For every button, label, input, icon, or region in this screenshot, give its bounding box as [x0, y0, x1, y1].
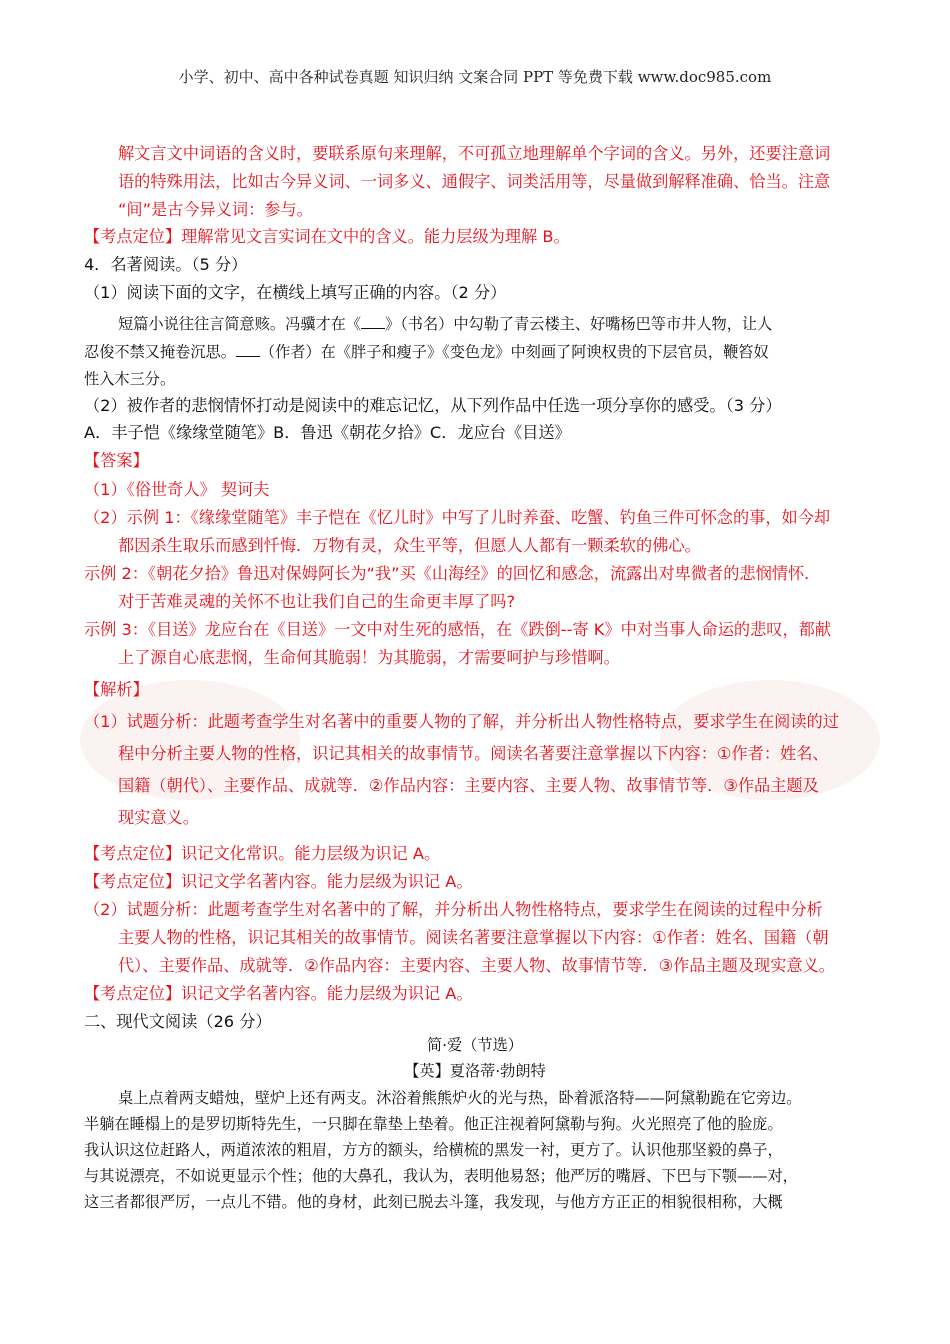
answer-line: 示例 3：《目送》龙应台在《目送》一文中对生死的感悟，在《跌倒--寄 K》中对当事人命运的悲叹，都献: [84, 620, 832, 639]
answer-line: 上了源自心底悲悯，生命何其脆弱！为其脆弱，才需要呵护与珍惜啊。: [118, 648, 620, 667]
sub-question: （2）被作者的悲悯情怀打动是阅读中的难忘记忆，从下列作品中任选一项分享你的感受。（3 分）: [84, 396, 782, 415]
analysis-line: （2）试题分析：此题考查学生对名著中的了解，并分析出人物性格特点，要求学生在阅读的过程中分析: [84, 900, 823, 919]
analysis-label: 【解析】: [84, 680, 149, 699]
answer-line: 对于苦难灵魂的关怀不也让我们自己的生命更丰厚了吗?: [118, 592, 516, 611]
options-line: A．丰子恺《缘缘堂随笔》B．鲁迅《朝花夕拾》C．龙应台《目送》: [84, 423, 571, 442]
article-paragraph-line: 桌上点着两支蜡烛，壁炉上还有两支。沐浴着熊熊炉火的光与热，卧着派洛特——阿黛勒跪在它旁边。: [118, 1089, 802, 1107]
article-paragraph-line: 与其说漂亮，不如说更显示个性；他的大鼻孔，我认为，表明他易怒；他严厉的嘴唇、下巴与下颚——对，: [84, 1167, 798, 1185]
answer-line: 示例 2：《朝花夕拾》鲁迅对保姆阿长为“我”买《山海经》的回忆和感念，流露出对卑微者的悲悯情怀．: [84, 564, 821, 583]
analysis-line: 国籍（朝代）、主要作品、成就等．②作品内容：主要内容、主要人物、故事情节等．③作品主题及: [118, 776, 819, 795]
passage-line: 短篇小说往往言简意赅。冯骥才在《 》（书名）中勾勒了青云楼主、好嘴杨巴等市井人物，让人: [118, 315, 773, 333]
answer-line: （1）《俗世奇人》 契诃夫: [84, 480, 270, 499]
passage-line: 忍俊不禁又掩卷沉思。 （作者）在《胖子和瘦子》《变色龙》中刻画了阿谀权贵的下层官员，鞭笞奴: [84, 343, 769, 361]
kaodian-label: 【考点定位】识记文学名著内容。能力层级为识记 A。: [84, 984, 473, 1003]
kaodian-label: 【考点定位】识记文学名著内容。能力层级为识记 A。: [84, 872, 473, 891]
analysis-line: 代）、主要作品、成就等．②作品内容：主要内容、主要人物、故事情节等．③作品主题及现实意义。: [118, 956, 835, 975]
kaodian-label: 【考点定位】识记文化常识。能力层级为识记 A。: [84, 844, 441, 863]
article-paragraph-line: 这三者都很严厉，一点儿不错。他的身材，此刻已脱去斗篷，我发现，与他方方正正的相貌很相称，大概: [84, 1193, 783, 1211]
answer-line: 都因杀生取乐而感到忏悔．万物有灵，众生平等，但愿人人都有一颗柔软的佛心。: [118, 536, 701, 555]
explanation-line: “间”是古今异义词：参与。: [118, 200, 313, 219]
analysis-line: 程中分析主要人物的性格，识记其相关的故事情节。阅读名著要注意掌握以下内容：①作者：姓名、: [118, 744, 829, 763]
answer-label: 【答案】: [84, 451, 149, 470]
analysis-line: 主要人物的性格，识记其相关的故事情节。阅读名著要注意掌握以下内容：①作者：姓名、国籍（朝: [118, 928, 829, 947]
analysis-line: （1）试题分析：此题考查学生对名著中的重要人物的了解，并分析出人物性格特点，要求学生在阅读的过: [84, 712, 839, 731]
analysis-line: 现实意义。: [118, 808, 199, 827]
answer-blank[interactable]: [361, 316, 385, 329]
section-title: 二、现代文阅读（26 分）: [84, 1012, 272, 1031]
passage-line: 性入木三分。: [84, 370, 176, 388]
article-author: 【英】夏洛蒂·勃朗特: [404, 1062, 546, 1080]
explanation-line: 解文言文中词语的含义时，要联系原句来理解，不可孤立地理解单个字词的含义。另外，还要注意词: [118, 144, 831, 163]
question-title: 4．名著阅读。（5 分）: [84, 255, 248, 274]
article-title: 简·爱（节选）: [427, 1036, 523, 1054]
explanation-line: 语的特殊用法，比如古今异义词、一词多义、通假字、词类活用等，尽量做到解释准确、恰当。注意: [118, 172, 831, 191]
answer-blank[interactable]: [236, 344, 260, 357]
answer-line: （2）示例 1：《缘缘堂随笔》丰子恺在《忆儿时》中写了儿时养蚕、吃蟹、钓鱼三件可怀念的事，如今却: [84, 508, 831, 527]
article-paragraph-line: 我认识这位赶路人，两道浓浓的粗眉，方方的额头，给横梳的黑发一衬，更方了。认识他那坚毅的鼻子，: [84, 1141, 783, 1159]
article-paragraph-line: 半躺在睡榻上的是罗切斯特先生，一只脚在靠垫上垫着。他正注视着阿黛勒与狗。火光照亮了他的脸庞。: [84, 1115, 783, 1133]
kaodian-label: 【考点定位】理解常见文言实词在文中的含义。能力层级为理解 B。: [84, 227, 570, 246]
page-header: 小学、初中、高中各种试卷真题 知识归纳 文案合同 PPT 等免费下载 www.doc985.com: [178, 68, 772, 86]
sub-question: （1）阅读下面的文字，在横线上填写正确的内容。（2 分）: [84, 283, 507, 302]
